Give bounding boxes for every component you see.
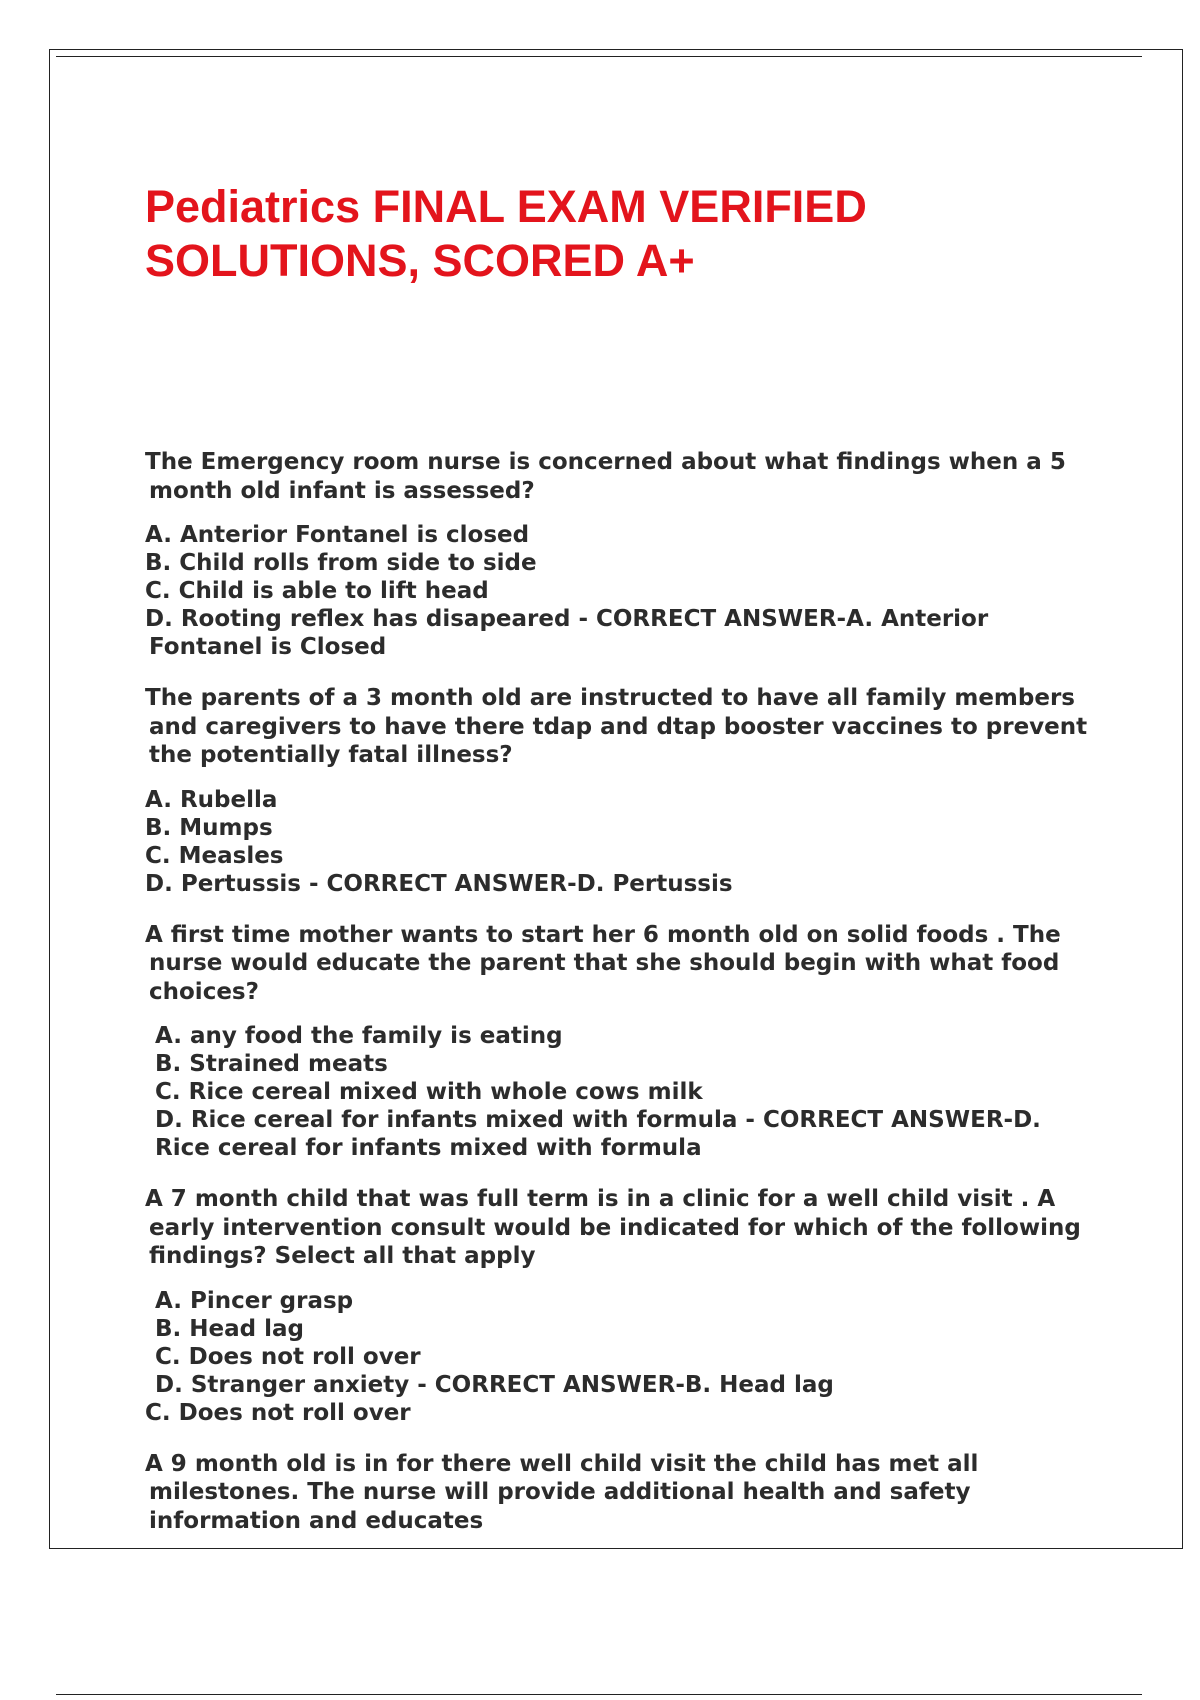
option-list [145,1287,1095,1399]
question-text: A 9 month old is in for there well child visit the child has met all milestones. The nurse will provide additional health and safety information and educates [145,1450,979,1534]
question-4 [145,1185,1095,1427]
question-text: The parents of a 3 month old are instructed to have all family members and caregivers to have there tdap and dtap booster vaccines to prevent the potentially fatal illness? [145,685,1088,768]
question-1 [145,448,1095,661]
option-item: B. Child rolls from side to side [145,550,537,576]
option-item: B. Mumps [145,814,273,841]
question-text: A 7 month child that was full term is in a clinic for a well child visit . A early intervention consult would be indicated for which of the following findings? Select all that apply [145,1186,1081,1269]
option-item-with-answer: D. Pertussis - CORRECT ANSWER-D. Pertussis [145,870,733,897]
option-item: C. Child is able to lift head [145,578,489,604]
option-item: C. Does not roll over [155,1343,421,1370]
question-2 [145,684,1095,898]
question-text: The Emergency room nurse is concerned about what findings when a 5 month old infant is assessed? [145,449,1066,504]
option-item: A. Rubella [145,786,278,813]
question-5 [145,1450,1095,1536]
top-rule [56,56,1142,57]
answer-continuation: C. Does not roll over [145,1399,411,1426]
option-list [145,1022,1095,1162]
option-item: C. Measles [145,842,284,869]
question-list [145,448,1095,1558]
option-item: B. Strained meats [155,1051,388,1077]
option-item: A. Pincer grasp [155,1287,354,1314]
document-title: Pediatrics FINAL EXAM VERIFIED SOLUTIONS, SCORED A+ [145,181,867,286]
option-item: A. Anterior Fontanel is closed [145,522,530,548]
question-3 [145,921,1095,1163]
option-item-with-answer: D. Rooting reflex has disapeared - CORRECT ANSWER-A. Anterior Fontanel is Closed [145,606,989,660]
question-text: A first time mother wants to start her 6 month old on solid foods . The nurse would educate the parent that she should begin with what food choices? [145,921,1061,1005]
option-list [145,786,1095,898]
option-item-with-answer: D. Stranger anxiety - CORRECT ANSWER-B. Head lag [155,1371,834,1398]
bottom-rule [56,1694,1142,1695]
option-item: B. Head lag [155,1315,304,1342]
option-list [145,521,1095,661]
option-item: C. Rice cereal mixed with whole cows milk [155,1079,703,1105]
option-item: A. any food the family is eating [155,1023,563,1049]
option-item-with-answer: D. Rice cereal for infants mixed with formula - CORRECT ANSWER-D. Rice cereal for infants mixed with formula [155,1107,1041,1161]
